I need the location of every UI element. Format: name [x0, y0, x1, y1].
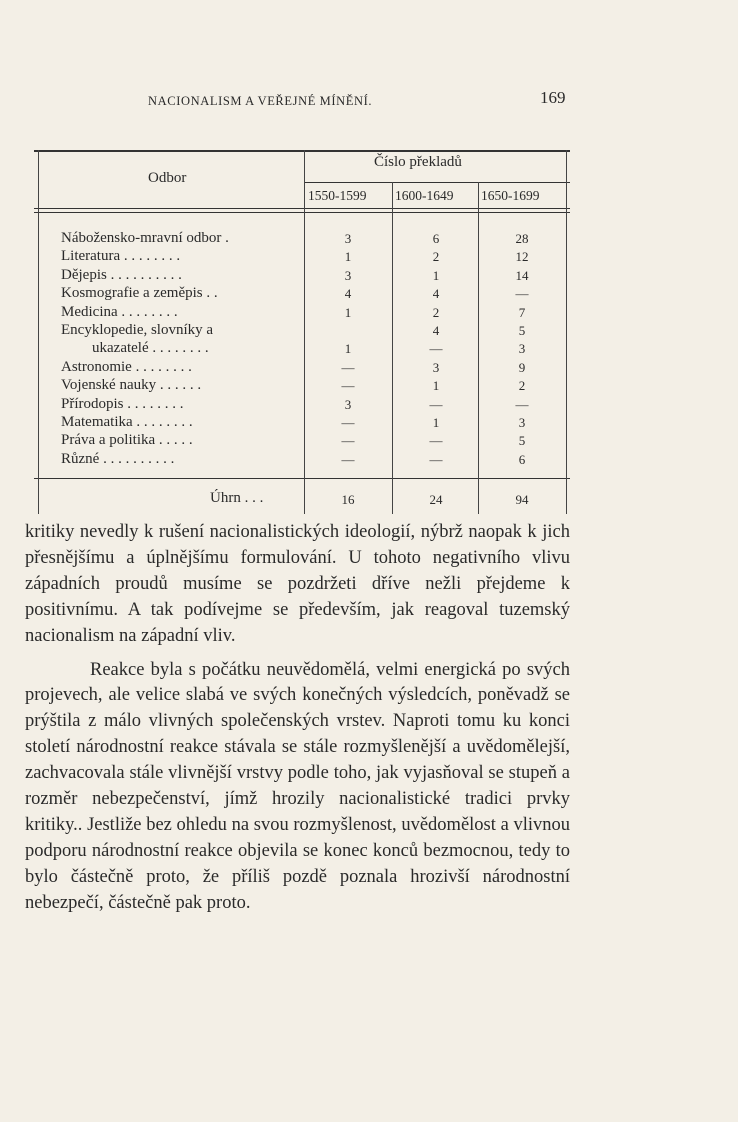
- table-cell: 3: [344, 396, 352, 412]
- table-cell: 4: [432, 286, 440, 302]
- header-bottom-rule: [34, 208, 570, 209]
- running-head: NACIONALISM A VEŘEJNÉ MÍNĚNÍ.: [148, 94, 373, 108]
- table-cell: 3: [432, 359, 440, 375]
- table-cell: 3: [518, 415, 526, 430]
- table-cell: 5: [518, 323, 526, 338]
- column-divider-1: [304, 150, 305, 514]
- table-cell: 12: [515, 249, 529, 265]
- table-cell: 28: [515, 231, 529, 246]
- total-label: Úhrn . . .: [210, 490, 264, 506]
- column-header: 1600-1649: [395, 188, 454, 203]
- table-cell: 4: [432, 323, 440, 338]
- table-cell: 1: [432, 415, 440, 430]
- table-cell: 5: [518, 433, 526, 449]
- column-header: 1550-1599: [308, 188, 367, 203]
- table-cell: 1: [344, 304, 352, 320]
- table-row-label: Práva a politika . . . . .: [61, 432, 193, 449]
- group-header: Číslo překladů: [374, 154, 462, 170]
- table-row-label: Dějepis . . . . . . . . . .: [61, 266, 182, 283]
- total-value: 94: [515, 492, 529, 507]
- table-row-label: Astronomie . . . . . . . .: [61, 358, 192, 375]
- body-text: [25, 520, 570, 917]
- table-cell: 14: [515, 267, 529, 283]
- table-row-label: Matematika . . . . . . . .: [61, 414, 193, 430]
- total-value: 16: [341, 492, 355, 507]
- total-rule: [34, 478, 570, 479]
- table-cell: —: [515, 396, 529, 412]
- table-cell: —: [341, 378, 355, 394]
- table-row-label: Různé . . . . . . . . . .: [61, 450, 175, 467]
- table-cell: 2: [518, 378, 526, 394]
- table-cell: —: [341, 415, 355, 430]
- page-number: 169: [540, 88, 566, 107]
- column-divider-3: [478, 182, 479, 514]
- table-cell: 3: [518, 341, 526, 357]
- table-cell: —: [429, 433, 443, 449]
- table-row-label: Nábožensko-mravní odbor .: [61, 230, 229, 246]
- table-row-label: Medicina . . . . . . . .: [61, 303, 178, 320]
- column-divider-2: [392, 182, 393, 514]
- table-cell: 1: [432, 267, 440, 283]
- paragraph: kritiky nevedly k rušení nacionalistických ideologií, nýbrž naopak k jich přesnějšímu a úplnějšímu formulování. U tohoto negativního vlivu západních proudů musíme se pozdržeti dříve nežli přejdeme k positivnímu. A tak podívejme se především, jak reagoval tuzemský nacionalism na západní vliv.: [25, 522, 570, 646]
- table-cell: —: [429, 451, 443, 467]
- table-cell: 4: [344, 286, 352, 302]
- table-cell: —: [429, 341, 443, 357]
- table-cell: 1: [432, 378, 440, 394]
- table-cell: 7: [518, 304, 526, 320]
- table-cell: —: [429, 396, 443, 412]
- table-cell: 6: [432, 231, 440, 246]
- table-right-border: [566, 150, 567, 514]
- table-cell: —: [341, 433, 355, 449]
- row-header: Odbor: [148, 170, 187, 186]
- translations-table: [34, 150, 570, 514]
- table-cell: —: [515, 286, 529, 302]
- table-row-label: Encyklopedie, slovníky a: [61, 322, 214, 338]
- header-bottom-rule-2: [34, 212, 570, 213]
- table-cell: 3: [344, 267, 352, 283]
- table-cell: —: [341, 451, 355, 467]
- total-value: 24: [429, 492, 443, 507]
- table-top-rule: [34, 150, 570, 152]
- table-left-border: [38, 150, 39, 514]
- table-cell: 3: [344, 231, 352, 246]
- table-cell: 6: [518, 451, 526, 467]
- table-row-label: Kosmografie a zeměpis . .: [61, 285, 218, 302]
- table-cell: —: [341, 359, 355, 375]
- table-cell: 1: [344, 249, 352, 265]
- table-cell: 2: [432, 304, 440, 320]
- table-row-label: Přírodopis . . . . . . . .: [61, 395, 184, 412]
- column-header: 1650-1699: [481, 188, 540, 203]
- table-row-label: Vojenské nauky . . . . . .: [61, 377, 202, 394]
- column-header-rule: [304, 182, 570, 183]
- paragraph: Reakce byla s počátku neuvědomělá, velmi energická po svých projevech, ale velice slabá ve svých konečných výsledcích, poněvadž se prýštila z málo vlivných společenských vrstev. Naproti tomu ku konci století národnostní reakce stávala se stále rozmyšlenější a uvědomělejší, zachvacovala stále vlivnější vrstvy podle toho, jak vyjasňoval se stupeň a rozměr nebezpečenství, jímž hrozily nacionalistické tradici prvky kritiky.. Jestliže bez ohledu na svou rozmyšlenost, uvědomělost a vlivnou podporu národnostní reakce objevila se konec konců bezmocnou, tedy to bylo částečně proto, že příliš pozdě poznala hrozivší národnostní nebezpečí, částečně pak proto.: [25, 659, 570, 913]
- table-row-label: Literatura . . . . . . . .: [61, 248, 181, 265]
- table-cell: 2: [432, 249, 440, 265]
- table-cell: 9: [518, 359, 526, 375]
- table-cell: 1: [344, 341, 352, 357]
- table-row-label: ukazatelé . . . . . . . .: [92, 340, 209, 357]
